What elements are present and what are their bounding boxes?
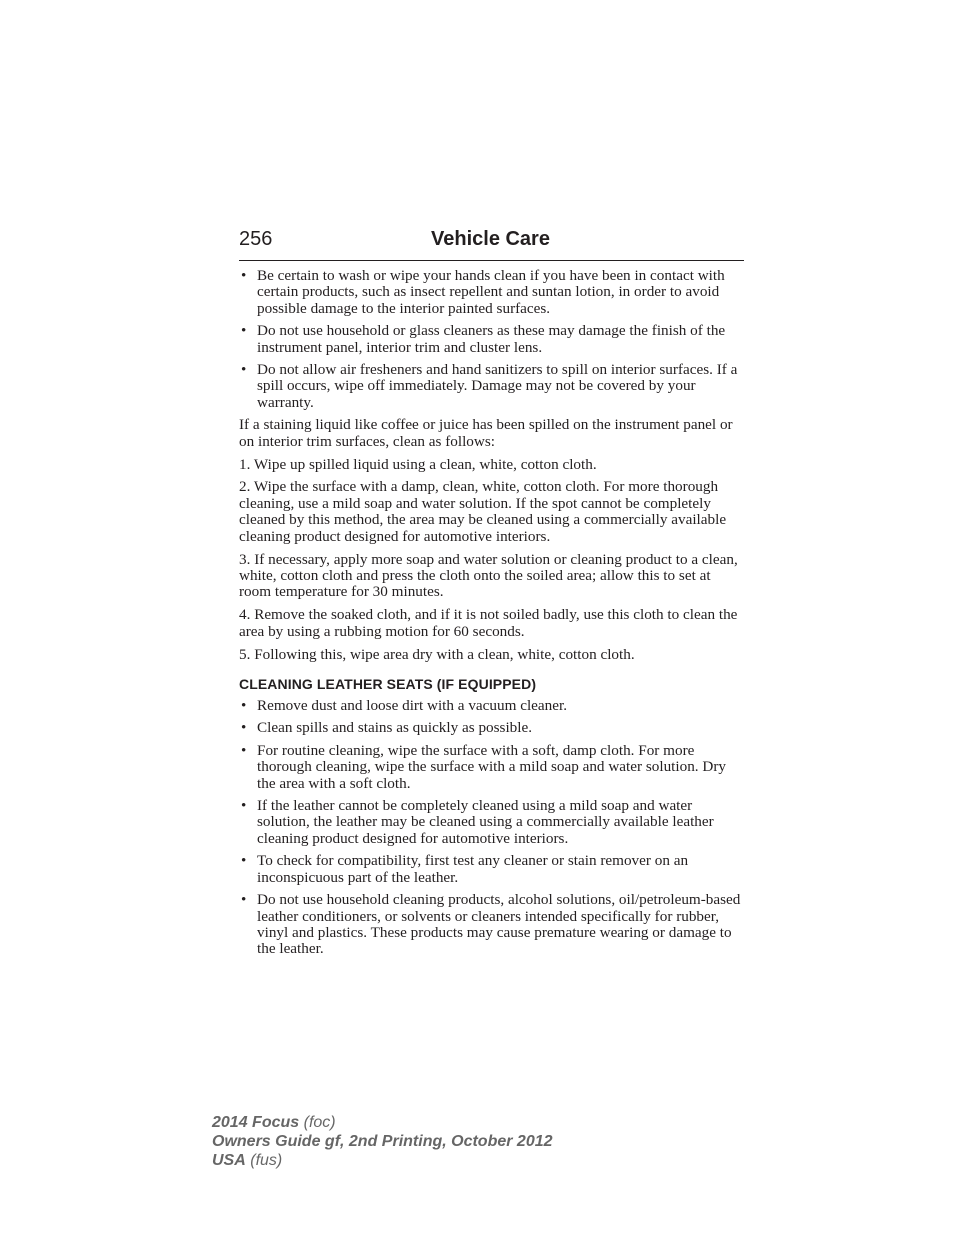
step-1: 1. Wipe up spilled liquid using a clean, white, cotton cloth. [239, 455, 597, 473]
step-3: 3. If necessary, apply more soap and water solution or cleaning product to a clean, white, cotton cloth and press the cloth onto the soiled area; allow this to set at room temperature for 30 minutes. [239, 550, 738, 601]
page-body [239, 268, 744, 964]
footer-market-code: (fus) [250, 1152, 283, 1169]
bullet-item: • Do not use household cleaning products, alcohol solutions, oil/petroleum-based leather conditioners, or solvents or cleaners intended specifically for rubber, vinyl and plastics. These products may cause premature wearing or damage to the leather. [239, 892, 744, 958]
footer-guide: Owners Guide gf, 2nd Printing, October 2012 [212, 1133, 553, 1150]
footer-model-line [212, 1113, 553, 1132]
leather-seats-heading: CLEANING LEATHER SEATS (IF EQUIPPED) [239, 676, 537, 693]
bullet-item: • Do not allow air fresheners and hand sanitizers to spill on interior surfaces. If a spill occurs, wipe off immediately. Damage may not be covered by your warranty. [239, 362, 744, 411]
bullet-item: • Remove dust and loose dirt with a vacuum cleaner. [239, 698, 744, 714]
footer-model-code: (foc) [303, 1114, 336, 1131]
step-5: 5. Following this, wipe area dry with a clean, white, cotton cloth. [239, 645, 635, 663]
interior-care-bullets [239, 268, 744, 411]
bullet-item: • Be certain to wash or wipe your hands clean if you have been in contact with certain products, such as insect repellent and suntan lotion, in order to avoid possible damage to the interior painted surfaces. [239, 268, 744, 317]
footer-model: 2014 Focus [212, 1114, 300, 1131]
page-number: 256 [239, 228, 273, 250]
section-title: Vehicle Care [431, 228, 550, 250]
bullet-item: • For routine cleaning, wipe the surface with a soft, damp cloth. For more thorough cleaning, wipe the surface with a mild soap and water solution. Dry the area with a soft cloth. [239, 743, 744, 792]
bullet-item: • Do not use household or glass cleaners as these may damage the finish of the instrument panel, interior trim and cluster lens. [239, 323, 744, 356]
step-2: 2. Wipe the surface with a damp, clean, white, cotton cloth. For more thorough cleaning, use a mild soap and water solution. If the spot cannot be completely cleaned by this method, the area may be cleaned using a commercially available cleaning product designed for automotive interiors. [239, 478, 727, 545]
page-header [239, 228, 744, 261]
footer-market: USA [212, 1152, 246, 1169]
bullet-item: • If the leather cannot be completely cleaned using a mild soap and water solution, the leather may be cleaned using a commercially available leather cleaning product designed for automotive interiors. [239, 798, 744, 847]
footer-market-line [212, 1151, 553, 1170]
leather-care-bullets [239, 698, 744, 958]
step-4: 4. Remove the soaked cloth, and if it is not soiled badly, use this cloth to clean the area by using a rubbing motion for 60 seconds. [239, 606, 738, 640]
bullet-item: • To check for compatibility, first test any cleaner or stain remover on an inconspicuous part of the leather. [239, 853, 744, 886]
page-footer [212, 1113, 553, 1170]
intro-paragraph: If a staining liquid like coffee or juice has been spilled on the instrument panel or on interior trim surfaces, clean as follows: [239, 416, 733, 450]
bullet-item: • Clean spills and stains as quickly as possible. [239, 720, 744, 736]
